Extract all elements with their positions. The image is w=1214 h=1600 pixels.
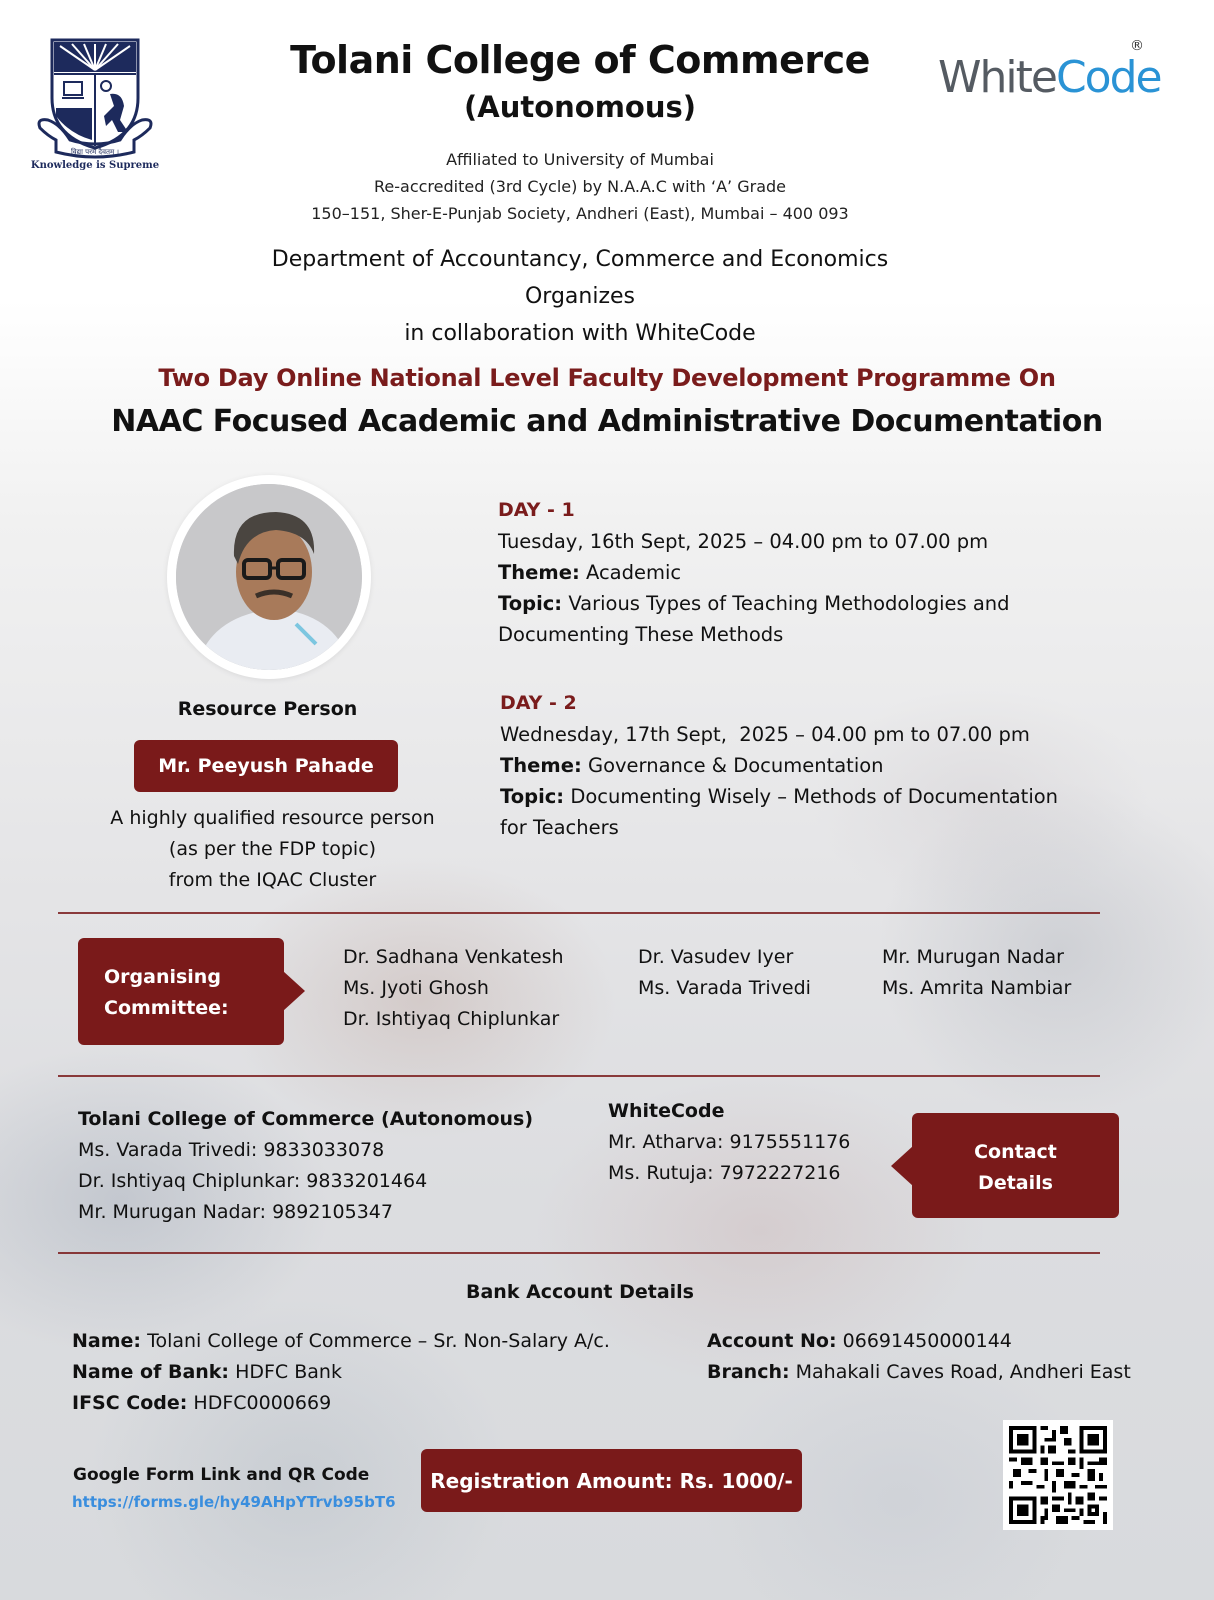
section-divider [58,1075,1100,1077]
branch-label: Branch: [707,1361,790,1383]
resource-person-description: A highly qualified resource person [110,807,435,829]
google-form-label: Google Form Link and QR Code [73,1465,370,1485]
whitecode-contacts-heading: WhiteCode [608,1100,725,1122]
ifsc-value: HDFC0000669 [193,1392,332,1414]
topic-label: Topic: [498,592,563,615]
bank-branch [707,1361,1131,1383]
account-label: Account No: [707,1330,837,1352]
topic-label: Topic: [500,785,565,808]
svg-text:विद्या परमं दैवतम् ।: विद्या परमं दैवतम् । [70,148,120,156]
college-logo [30,36,160,171]
whitecode-logo-code: Code [1055,52,1161,103]
whitecode-logo [938,38,1161,112]
topic-value: Various Types of Teaching Methodologies and [568,592,1010,615]
committee-member: Ms. Jyoti Ghosh [343,977,489,999]
section-divider [58,912,1100,914]
google-form-link[interactable]: https://forms.gle/hy49AHpYTrvb95bT6 [72,1493,396,1511]
college-name: Tolani College of Commerce [290,38,870,82]
day-2-heading: DAY - 2 [500,692,577,714]
affiliation-line: Affiliated to University of Mumbai [446,150,714,169]
bank-name-label: Name: [72,1330,142,1352]
arrow-left-icon [891,1146,913,1186]
organizes-text: Organizes [524,284,636,309]
theme-label: Theme: [498,561,580,584]
theme-label: Theme: [500,754,582,777]
day-2-date: Wednesday, 17th Sept, 2025 – 04.00 pm to 07.00 pm [500,723,1030,746]
qr-code[interactable] [1003,1420,1113,1530]
bank-label: Name of Bank: [72,1361,230,1383]
department-name: Department of Accountancy, Commerce and Economics [271,247,889,272]
topic-value: Documenting Wisely – Methods of Documentation [570,785,1059,808]
day-2-topic-continued: for Teachers [500,816,619,839]
section-divider [58,1252,1100,1254]
committee-member: Dr. Sadhana Venkatesh [343,946,564,968]
contact-person: Ms. Varada Trivedi: 9833033078 [78,1139,385,1161]
registered-mark-icon: ® [1130,38,1144,54]
day-1-date: Tuesday, 16th Sept, 2025 – 04.00 pm to 07.00 pm [498,530,989,553]
programme-subtitle: Two Day Online National Level Faculty Development Programme On [158,364,1056,392]
collaboration-text: in collaboration with WhiteCode [404,321,756,346]
organising-committee-label: Organising [104,966,221,988]
contact-details-label: Contact [974,1141,1057,1163]
day-1-theme [498,561,681,584]
theme-value: Academic [585,561,682,584]
day-2-theme [500,754,884,777]
accreditation-line: Re-accredited (3rd Cycle) by N.A.A.C with ‘A’ Grade [374,177,786,196]
bank-details-heading: Bank Account Details [465,1281,694,1303]
contact-person: Mr. Atharva: 9175551176 [608,1131,851,1153]
contact-person: Ms. Rutuja: 7972227216 [608,1162,841,1184]
college-status: (Autonomous) [464,90,696,124]
day-1-topic [498,592,1010,615]
bank-name [72,1361,342,1383]
account-value: 06691450000144 [842,1330,1012,1352]
contact-person: Dr. Ishtiyaq Chiplunkar: 9833201464 [78,1170,428,1192]
committee-member: Dr. Vasudev Iyer [638,946,794,968]
bank-account-number [707,1330,1012,1352]
day-1-heading: DAY - 1 [498,499,575,521]
resource-person-description: from the IQAC Cluster [168,869,377,891]
bank-ifsc [72,1392,331,1414]
branch-value: Mahakali Caves Road, Andheri East [795,1361,1131,1383]
contact-person: Mr. Murugan Nadar: 9892105347 [78,1201,393,1223]
day-2-topic [500,785,1058,808]
organising-committee-label: Committee: [104,997,229,1019]
qr-code-icon [1009,1426,1107,1524]
committee-member: Dr. Ishtiyaq Chiplunkar [343,1008,560,1030]
organising-committee-badge [78,938,284,1045]
svg-text:Knowledge is Supreme: Knowledge is Supreme [30,160,160,171]
day-1-topic-continued: Documenting These Methods [498,623,784,646]
resource-person-label: Resource Person [177,698,358,720]
committee-member: Mr. Murugan Nadar [882,946,1064,968]
committee-member: Ms. Amrita Nambiar [882,977,1072,999]
address-line: 150–151, Sher-E-Punjab Society, Andheri (East), Mumbai – 400 093 [311,204,849,223]
contact-details-badge [912,1113,1119,1218]
committee-member: Ms. Varada Trivedi [638,977,811,999]
whitecode-logo-white: White [938,52,1056,103]
person-portrait-icon [176,484,362,670]
bank-value: HDFC Bank [235,1361,342,1383]
programme-title: NAAC Focused Academic and Administrative Documentation [111,404,1103,439]
bank-name-value: Tolani College of Commerce – Sr. Non-Salary A/c. [147,1330,610,1352]
resource-person-description: (as per the FDP topic) [168,838,377,860]
arrow-right-icon [283,971,305,1011]
registration-amount-badge: Registration Amount: Rs. 1000/- [421,1449,802,1512]
college-crest-icon [30,36,160,171]
college-contacts-heading: Tolani College of Commerce (Autonomous) [78,1108,534,1130]
resource-person-name-badge: Mr. Peeyush Pahade [134,740,398,792]
theme-value: Governance & Documentation [587,754,884,777]
contact-details-label: Details [978,1172,1053,1194]
ifsc-label: IFSC Code: [72,1392,188,1414]
resource-person-photo [176,484,362,670]
bank-account-name [72,1330,610,1352]
